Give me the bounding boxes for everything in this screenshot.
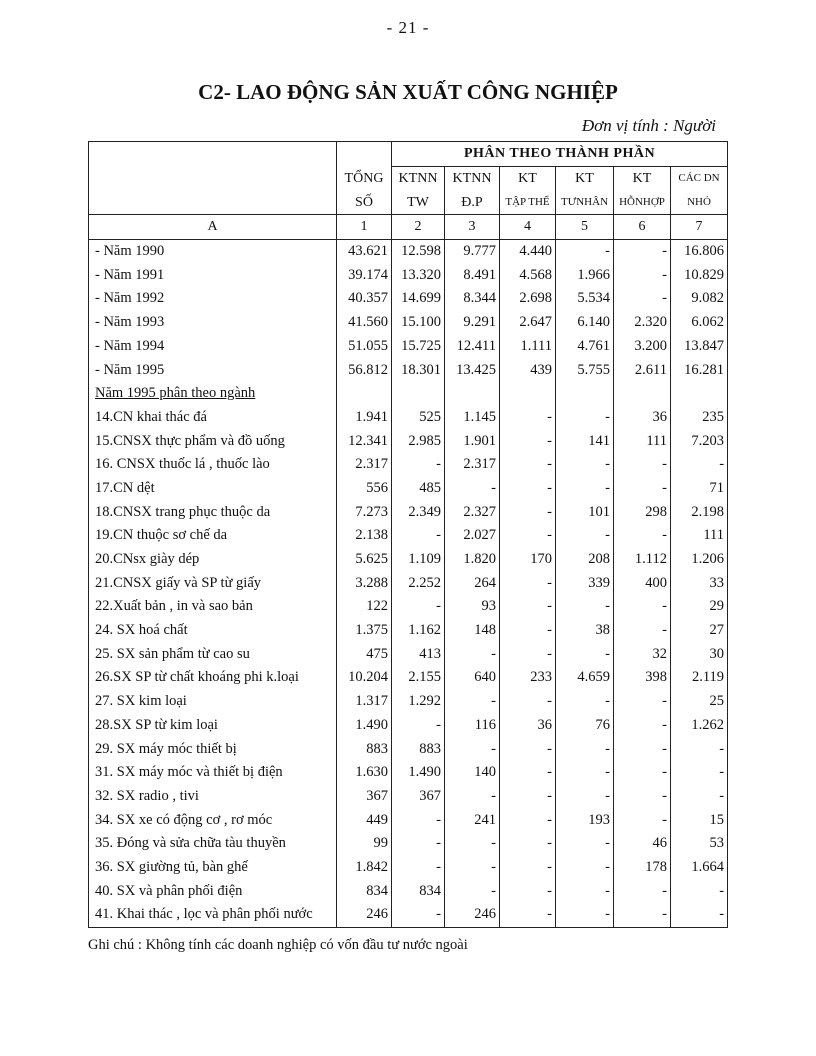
row-label: 21.CNSX giấy và SP từ giấy [89, 571, 337, 595]
value-cell: - [556, 832, 614, 856]
table-row [89, 524, 728, 548]
value-cell: - [614, 714, 671, 738]
header-blank [89, 166, 337, 190]
value-cell: 2.349 [392, 500, 445, 524]
value-cell: 4.761 [556, 335, 614, 359]
value-cell: - [671, 737, 728, 761]
table-row [89, 287, 728, 311]
row-label: 28.SX SP từ kim loại [89, 714, 337, 738]
value-cell: 170 [500, 548, 556, 572]
header-row-1 [89, 166, 728, 190]
value-cell: 2.647 [500, 311, 556, 335]
value-cell: - [500, 595, 556, 619]
row-label: - Năm 1994 [89, 335, 337, 359]
table-row [89, 548, 728, 572]
value-cell: 2.252 [392, 571, 445, 595]
value-cell: 1.630 [337, 761, 392, 785]
value-cell: 46 [614, 832, 671, 856]
value-cell: 3.200 [614, 335, 671, 359]
value-cell: 13.847 [671, 335, 728, 359]
row-label: 19.CN thuộc sơ chế da [89, 524, 337, 548]
table-row [89, 358, 728, 382]
value-cell: - [500, 453, 556, 477]
header-total-1: TỔNG [337, 166, 392, 190]
value-cell: 39.174 [337, 263, 392, 287]
value-cell: 2.317 [445, 453, 500, 477]
value-cell: - [500, 642, 556, 666]
value-cell: 51.055 [337, 335, 392, 359]
value-cell: 111 [671, 524, 728, 548]
value-cell: 36 [500, 714, 556, 738]
value-cell: 32 [614, 642, 671, 666]
value-cell: 1.145 [445, 406, 500, 430]
value-cell: 33 [671, 571, 728, 595]
header-col-5-line1: KT [614, 166, 671, 190]
value-cell: 4.659 [556, 666, 614, 690]
value-cell: 1.820 [445, 548, 500, 572]
table-row [89, 714, 728, 738]
table-row [89, 406, 728, 430]
value-cell: - [556, 879, 614, 903]
value-cell: - [445, 856, 500, 880]
value-cell: - [614, 524, 671, 548]
labor-table [88, 141, 728, 928]
table-row [89, 335, 728, 359]
value-cell: - [392, 524, 445, 548]
value-cell: 4.440 [500, 239, 556, 263]
value-cell: - [445, 879, 500, 903]
value-cell: - [614, 619, 671, 643]
value-cell: 10.829 [671, 263, 728, 287]
value-cell: - [614, 879, 671, 903]
value-cell: 439 [500, 358, 556, 382]
value-cell: - [392, 453, 445, 477]
value-cell: 398 [614, 666, 671, 690]
value-cell: - [614, 808, 671, 832]
value-cell: - [392, 714, 445, 738]
value-cell: - [500, 785, 556, 809]
table-row [89, 595, 728, 619]
value-cell: - [671, 785, 728, 809]
value-cell: 1.941 [337, 406, 392, 430]
value-cell: - [556, 453, 614, 477]
value-cell: 2.138 [337, 524, 392, 548]
value-cell: 1.490 [337, 714, 392, 738]
value-cell: - [614, 453, 671, 477]
index-cell: 6 [614, 215, 671, 240]
value-cell: 178 [614, 856, 671, 880]
table-body [89, 239, 728, 927]
value-cell: - [445, 477, 500, 501]
value-cell: 400 [614, 571, 671, 595]
value-cell: 27 [671, 619, 728, 643]
value-cell: 1.109 [392, 548, 445, 572]
value-cell: 16.806 [671, 239, 728, 263]
table-row [89, 382, 728, 406]
value-cell: 10.204 [337, 666, 392, 690]
value-cell: 1.966 [556, 263, 614, 287]
value-cell: 13.320 [392, 263, 445, 287]
value-cell: - [445, 690, 500, 714]
value-cell: - [614, 595, 671, 619]
value-cell: 9.291 [445, 311, 500, 335]
value-cell: 38 [556, 619, 614, 643]
value-cell: 13.425 [445, 358, 500, 382]
row-label: - Năm 1992 [89, 287, 337, 311]
group-header: PHÂN THEO THÀNH PHẦN [392, 142, 728, 167]
table-row [89, 856, 728, 880]
value-cell: - [500, 406, 556, 430]
value-cell: 93 [445, 595, 500, 619]
value-cell [445, 382, 500, 406]
page-number: - 21 - [386, 18, 430, 37]
value-cell: 2.327 [445, 500, 500, 524]
value-cell: 834 [392, 879, 445, 903]
value-cell: 413 [392, 642, 445, 666]
value-cell: 14.699 [392, 287, 445, 311]
value-cell: 15.100 [392, 311, 445, 335]
value-cell: - [614, 239, 671, 263]
table-row [89, 429, 728, 453]
value-cell: 141 [556, 429, 614, 453]
value-cell: 8.344 [445, 287, 500, 311]
header-row-group [89, 142, 728, 167]
row-label: 40. SX và phân phối điện [89, 879, 337, 903]
value-cell: 16.281 [671, 358, 728, 382]
value-cell: 298 [614, 500, 671, 524]
value-cell: - [500, 737, 556, 761]
header-col-4-line2: TƯNHÂN [556, 190, 614, 214]
value-cell: 116 [445, 714, 500, 738]
value-cell: - [614, 761, 671, 785]
header-col-4-line1: KT [556, 166, 614, 190]
value-cell: - [671, 453, 728, 477]
row-label: 35. Đóng và sửa chữa tàu thuyền [89, 832, 337, 856]
value-cell: 640 [445, 666, 500, 690]
value-cell: 25 [671, 690, 728, 714]
index-cell: 1 [337, 215, 392, 240]
value-cell: 5.755 [556, 358, 614, 382]
row-label: 20.CNsx giày dép [89, 548, 337, 572]
row-label: 29. SX máy móc thiết bị [89, 737, 337, 761]
value-cell: - [445, 642, 500, 666]
row-label: - Năm 1990 [89, 239, 337, 263]
value-cell: - [500, 690, 556, 714]
value-cell: 367 [337, 785, 392, 809]
value-cell: 1.292 [392, 690, 445, 714]
value-cell: 1.206 [671, 548, 728, 572]
table-row [89, 619, 728, 643]
row-label: 25. SX sản phẩm từ cao su [89, 642, 337, 666]
header-col-1-line1: KTNN [392, 166, 445, 190]
value-cell: 148 [445, 619, 500, 643]
value-cell: 2.698 [500, 287, 556, 311]
value-cell: 233 [500, 666, 556, 690]
value-cell: - [614, 263, 671, 287]
value-cell: 9.082 [671, 287, 728, 311]
value-cell: 29 [671, 595, 728, 619]
header-blank [337, 142, 392, 167]
header-row-2 [89, 190, 728, 214]
index-row [89, 215, 728, 240]
row-label: 27. SX kim loại [89, 690, 337, 714]
row-label: 17.CN dệt [89, 477, 337, 501]
value-cell: 556 [337, 477, 392, 501]
header-col-6-line1: CÁC DN [671, 166, 728, 190]
value-cell: - [614, 477, 671, 501]
value-cell: 6.140 [556, 311, 614, 335]
value-cell: 2.198 [671, 500, 728, 524]
value-cell: 30 [671, 642, 728, 666]
value-cell: - [500, 500, 556, 524]
header-blank [89, 142, 337, 167]
row-label: 18.CNSX trang phục thuộc da [89, 500, 337, 524]
value-cell: - [556, 595, 614, 619]
value-cell: - [500, 761, 556, 785]
value-cell: 9.777 [445, 239, 500, 263]
value-cell: 6.062 [671, 311, 728, 335]
table-row [89, 477, 728, 501]
table-row [89, 737, 728, 761]
value-cell: 2.320 [614, 311, 671, 335]
table-row [89, 832, 728, 856]
unit-label: Đơn vị tính : Người [581, 116, 716, 135]
value-cell: - [614, 287, 671, 311]
value-cell: 241 [445, 808, 500, 832]
value-cell: - [500, 879, 556, 903]
value-cell: - [556, 642, 614, 666]
value-cell: 41.560 [337, 311, 392, 335]
value-cell: - [614, 737, 671, 761]
header-blank [89, 190, 337, 214]
table-row [89, 239, 728, 263]
value-cell: 12.598 [392, 239, 445, 263]
value-cell: 56.812 [337, 358, 392, 382]
row-label: - Năm 1991 [89, 263, 337, 287]
value-cell: 4.568 [500, 263, 556, 287]
table-row [89, 666, 728, 690]
row-label: - Năm 1993 [89, 311, 337, 335]
value-cell: 111 [614, 429, 671, 453]
section-label: Năm 1995 phân theo ngành [95, 385, 256, 402]
header-col-1-line2: TW [392, 190, 445, 214]
value-cell: - [500, 571, 556, 595]
value-cell: 18.301 [392, 358, 445, 382]
value-cell: 3.288 [337, 571, 392, 595]
value-cell: - [500, 832, 556, 856]
value-cell: - [671, 761, 728, 785]
row-label: 34. SX xe có động cơ , rơ móc [89, 808, 337, 832]
header-col-6-line2: NHỎ [671, 190, 728, 214]
value-cell: 1.112 [614, 548, 671, 572]
value-cell: 5.625 [337, 548, 392, 572]
value-cell: 246 [445, 903, 500, 927]
value-cell: - [500, 903, 556, 927]
value-cell: 834 [337, 879, 392, 903]
value-cell: 40.357 [337, 287, 392, 311]
value-cell: 12.341 [337, 429, 392, 453]
row-label: 41. Khai thác , lọc và phân phối nước [89, 903, 337, 927]
value-cell [337, 382, 392, 406]
value-cell: 140 [445, 761, 500, 785]
value-cell: 36 [614, 406, 671, 430]
table-row [89, 808, 728, 832]
value-cell: - [392, 808, 445, 832]
row-label: - Năm 1995 [89, 358, 337, 382]
value-cell: - [671, 903, 728, 927]
page-title: C2- LAO ĐỘNG SẢN XUẤT CÔNG NGHIỆP [198, 80, 618, 104]
table-row [89, 690, 728, 714]
table-row [89, 761, 728, 785]
value-cell: 7.203 [671, 429, 728, 453]
value-cell: 43.621 [337, 239, 392, 263]
value-cell: 1.901 [445, 429, 500, 453]
table-row [89, 785, 728, 809]
value-cell: - [500, 524, 556, 548]
value-cell: - [556, 785, 614, 809]
value-cell: 1.111 [500, 335, 556, 359]
value-cell: 264 [445, 571, 500, 595]
row-label: 31. SX máy móc và thiết bị điện [89, 761, 337, 785]
value-cell: - [500, 477, 556, 501]
row-label: 32. SX radio , tivi [89, 785, 337, 809]
row-label: 36. SX giường tủ, bàn ghế [89, 856, 337, 880]
table-row [89, 453, 728, 477]
header-col-3-line2: TẬP THỂ [500, 190, 556, 214]
value-cell: 2.027 [445, 524, 500, 548]
value-cell: - [500, 856, 556, 880]
row-label: 15.CNSX thực phẩm và đồ uống [89, 429, 337, 453]
value-cell: - [445, 832, 500, 856]
value-cell [556, 382, 614, 406]
value-cell: - [614, 785, 671, 809]
value-cell: 7.273 [337, 500, 392, 524]
index-cell: 7 [671, 215, 728, 240]
row-label [89, 382, 337, 406]
value-cell: - [556, 903, 614, 927]
value-cell: 71 [671, 477, 728, 501]
value-cell [500, 382, 556, 406]
header-col-3-line1: KT [500, 166, 556, 190]
table-row [89, 263, 728, 287]
value-cell: - [500, 808, 556, 832]
index-cell: A [89, 215, 337, 240]
footnote: Ghi chú : Không tính các doanh nghiệp có vốn đầu tư nước ngoài [88, 937, 468, 953]
value-cell: 2.611 [614, 358, 671, 382]
value-cell: 5.534 [556, 287, 614, 311]
value-cell: 53 [671, 832, 728, 856]
value-cell: 101 [556, 500, 614, 524]
value-cell: - [556, 690, 614, 714]
row-label: 14.CN khai thác đá [89, 406, 337, 430]
value-cell: - [556, 239, 614, 263]
value-cell: 246 [337, 903, 392, 927]
value-cell: - [392, 903, 445, 927]
value-cell: 1.842 [337, 856, 392, 880]
table-row [89, 903, 728, 927]
value-cell [671, 382, 728, 406]
value-cell: 1.664 [671, 856, 728, 880]
value-cell: 475 [337, 642, 392, 666]
value-cell: - [614, 690, 671, 714]
row-label: 16. CNSX thuốc lá , thuốc lào [89, 453, 337, 477]
value-cell: - [392, 856, 445, 880]
value-cell: - [445, 785, 500, 809]
value-cell: 1.162 [392, 619, 445, 643]
value-cell: 8.491 [445, 263, 500, 287]
value-cell: 1.375 [337, 619, 392, 643]
value-cell: 235 [671, 406, 728, 430]
value-cell: - [500, 429, 556, 453]
value-cell: 525 [392, 406, 445, 430]
table-row [89, 879, 728, 903]
value-cell: 1.317 [337, 690, 392, 714]
value-cell: - [556, 406, 614, 430]
value-cell: - [614, 903, 671, 927]
value-cell: 15.725 [392, 335, 445, 359]
index-cell: 5 [556, 215, 614, 240]
value-cell: - [392, 832, 445, 856]
header-col-2-line2: Đ.P [445, 190, 500, 214]
value-cell: 883 [337, 737, 392, 761]
value-cell: 208 [556, 548, 614, 572]
value-cell: 1.490 [392, 761, 445, 785]
header-total-2: SỐ [337, 190, 392, 214]
value-cell: 485 [392, 477, 445, 501]
value-cell: 449 [337, 808, 392, 832]
value-cell: - [556, 477, 614, 501]
table-row [89, 500, 728, 524]
index-cell: 2 [392, 215, 445, 240]
value-cell: 76 [556, 714, 614, 738]
value-cell: 1.262 [671, 714, 728, 738]
value-cell: - [556, 524, 614, 548]
value-cell: - [392, 595, 445, 619]
value-cell [614, 382, 671, 406]
header-col-2-line1: KTNN [445, 166, 500, 190]
value-cell [392, 382, 445, 406]
index-cell: 4 [500, 215, 556, 240]
row-label: 26.SX SP từ chất khoáng phi k.loại [89, 666, 337, 690]
value-cell: 339 [556, 571, 614, 595]
row-label: 24. SX hoá chất [89, 619, 337, 643]
table-row [89, 311, 728, 335]
value-cell: - [671, 879, 728, 903]
value-cell: - [445, 737, 500, 761]
value-cell: - [556, 761, 614, 785]
value-cell: 367 [392, 785, 445, 809]
value-cell: 2.985 [392, 429, 445, 453]
value-cell: 122 [337, 595, 392, 619]
table-row [89, 571, 728, 595]
value-cell: - [556, 737, 614, 761]
value-cell: 193 [556, 808, 614, 832]
table-row [89, 642, 728, 666]
value-cell: 2.317 [337, 453, 392, 477]
index-cell: 3 [445, 215, 500, 240]
value-cell: 12.411 [445, 335, 500, 359]
value-cell: - [556, 856, 614, 880]
value-cell: 2.155 [392, 666, 445, 690]
header-col-5-line2: HỖNHỢP [614, 190, 671, 214]
value-cell: 99 [337, 832, 392, 856]
value-cell: 2.119 [671, 666, 728, 690]
value-cell: 15 [671, 808, 728, 832]
value-cell: 883 [392, 737, 445, 761]
row-label: 22.Xuất bản , in và sao bản [89, 595, 337, 619]
value-cell: - [500, 619, 556, 643]
